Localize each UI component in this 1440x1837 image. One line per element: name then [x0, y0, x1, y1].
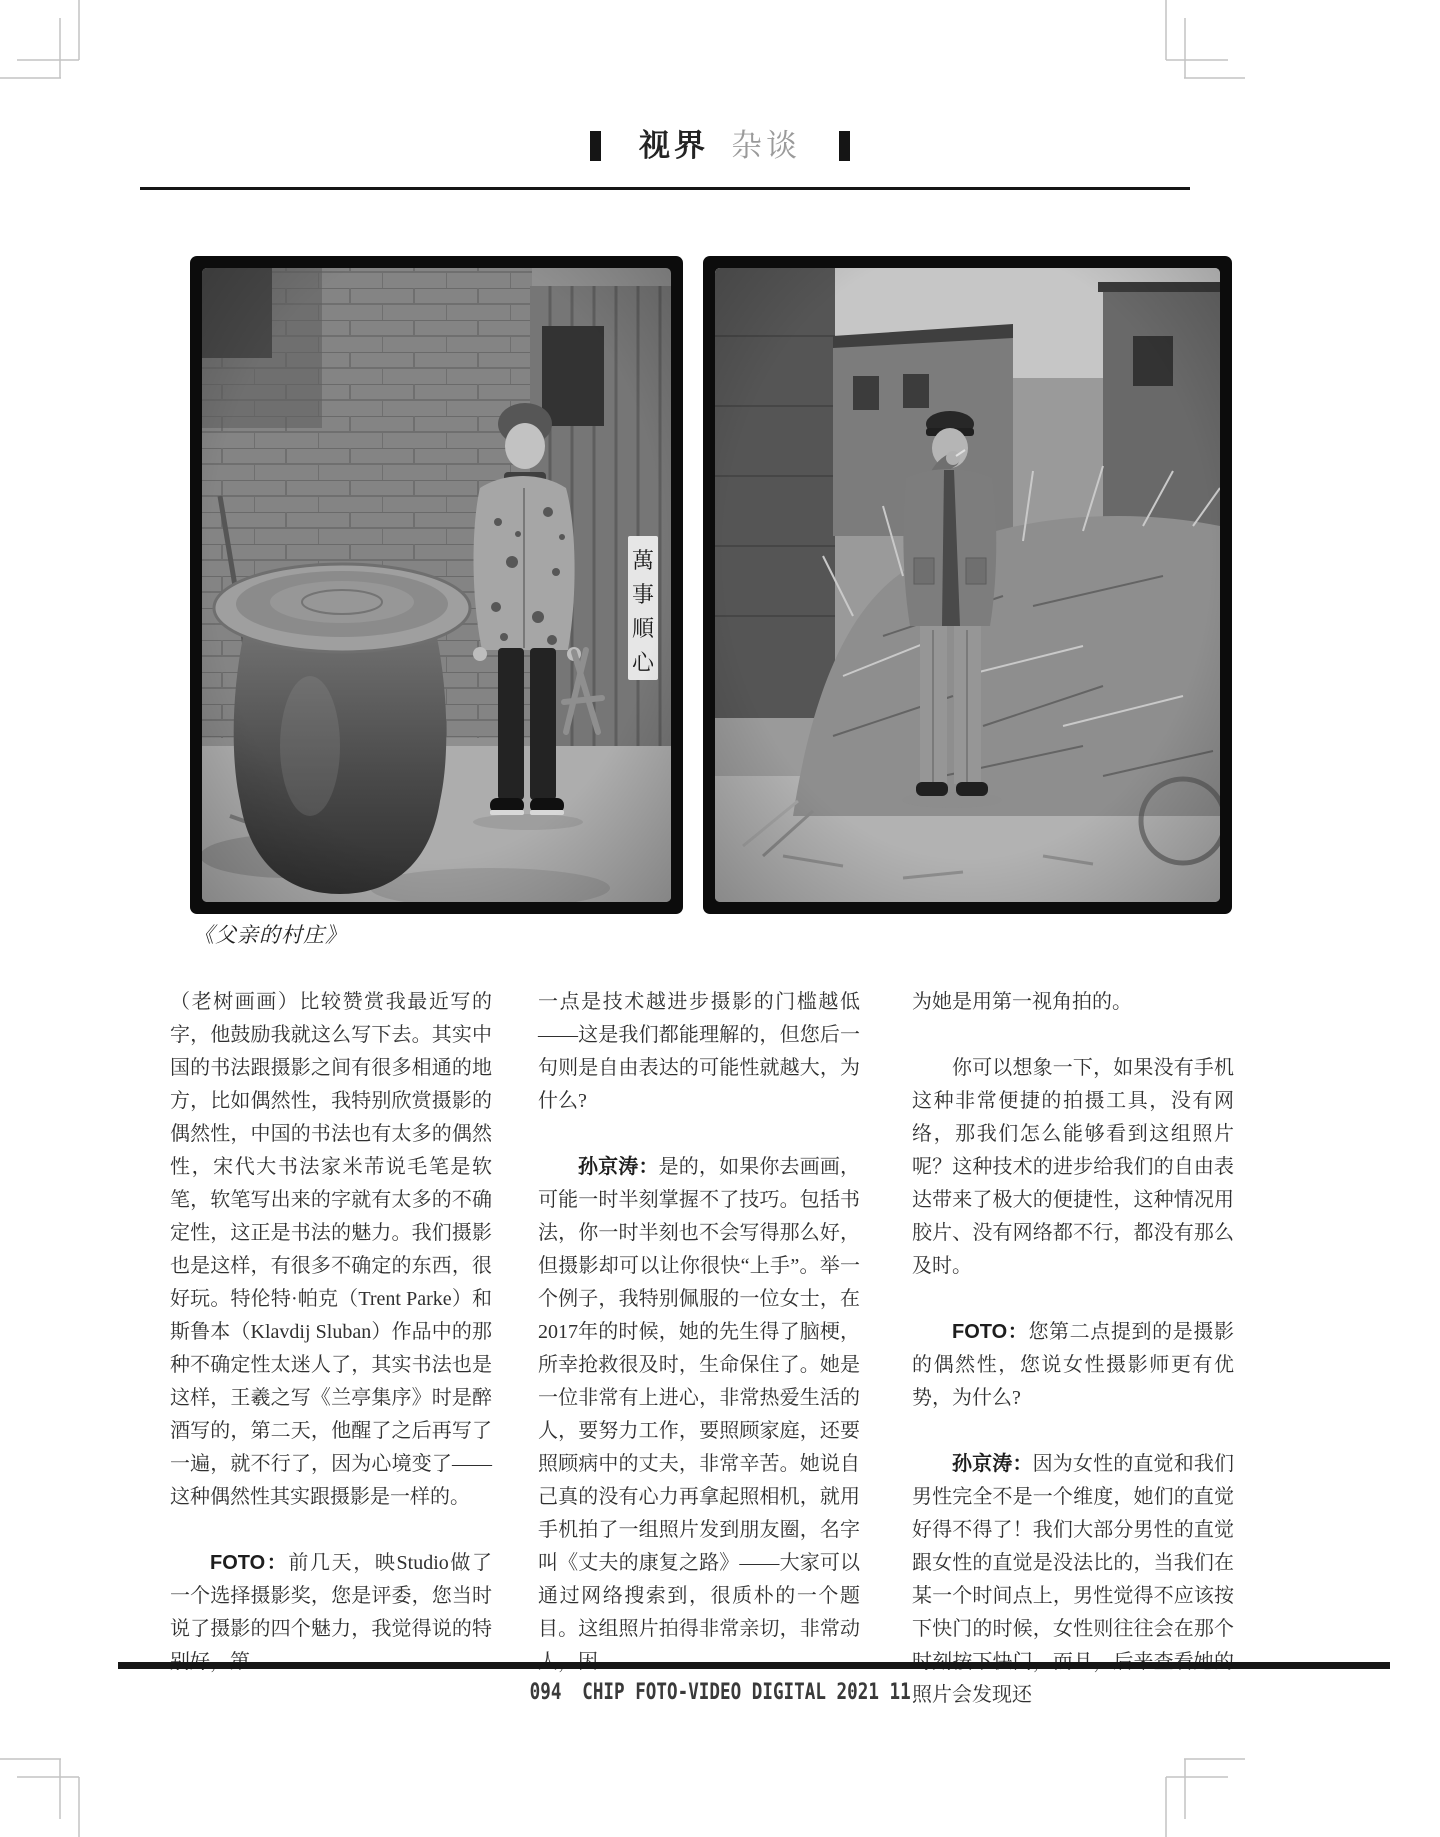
photo-left-elderly-woman — [190, 256, 683, 914]
header-rule — [140, 187, 1190, 190]
paragraph-text: （老树画画）比较赞赏我最近写的字，他鼓励我就这么写下去。其实中国的书法跟摄影之间有很多相通的地方，比如偶然性，我特别欣赏摄影的偶然性，中国的书法也有太多的偶然性，宋代大书法家米芾说毛笔是软笔，软笔写出来的字就有太多的不确定性，这正是书法的魅力。我们摄影也是这样，有很多不确定的东西，很好玩。特伦特·帕克（Trent Parke）和斯鲁本（Klavdij Sluban）作品中的那种不确定性太迷人了，其实书法也是这样，王羲之写《兰亭集序》时是醉酒写的，第二天，他醒了之后再写了一遍，就不行了，因为心境变了——这种偶然性其实跟摄影是一样的。 — [170, 991, 492, 1508]
crop-mark-top-left — [0, 0, 100, 100]
paragraph-text: 您第二点提到的是摄影的偶然性，您说女性摄影师更有优势，为什么? — [912, 1321, 1235, 1409]
speaker-label-foto: FOTO： — [210, 1552, 289, 1574]
article-column-3 — [912, 986, 1235, 1706]
paragraph-text: 为她是用第一视角拍的。 — [912, 991, 1132, 1013]
paragraph — [538, 986, 860, 1118]
magazine-title: CHIP FOTO-VIDEO DIGITAL 2021 11 — [582, 1680, 911, 1705]
article-column-2 — [538, 986, 860, 1648]
speaker-label-sunjingtao: 孙京涛： — [578, 1156, 659, 1178]
speaker-label-sunjingtao: 孙京涛： — [952, 1453, 1033, 1475]
paragraph-text: 是的，如果你去画画，可能一时半刻掌握不了技巧。包括书法，你一时半刻也不会写得那么好，但摄影却可以让你很快“上手”。举一个例子，我特别佩服的一位女士，在2017年的时候，她的先生得了脑梗，所幸抢救很及时，生命保住了。她是一位非常有上进心，非常热爱生活的人，要努力工作，要照顾家庭，还要照顾病中的丈夫，非常辛苦。她说自己真的没有心力再拿起照相机，就用手机拍了一组照片发到朋友圈，名字叫《丈夫的康复之路》——大家可以通过网络搜索到，很质朴的一个题目。这组照片拍得非常亲切，非常动 — [538, 1156, 861, 1640]
section-header — [0, 120, 1440, 165]
paragraph — [912, 986, 1234, 1019]
crop-mark-top-right — [1145, 0, 1245, 100]
header-bar-icon — [839, 131, 850, 161]
header-bar-icon — [590, 131, 601, 161]
paragraph-text: 你可以想象一下，如果没有手机这种非常便捷的拍摄工具，没有网络，那我们怎么能够看到这组照片呢？这种技术的进步给我们的自由表达带来了极大的便捷性，这种情况用胶片、没有网络都不行，都没有那么及时。 — [912, 1057, 1234, 1277]
page-footer — [0, 1680, 1440, 1705]
paragraph-text: 一点是技术越进步摄影的门槛越低——这是我们都能理解的，但您后一句则是自由表达的可能性就越大，为什么? — [538, 991, 860, 1112]
photo-caption: 《父亲的村庄》 — [193, 923, 347, 947]
paragraph-text: 前几天，映Studio做了一个选择摄影奖，您是评委，您当时说了摄影的四个魅力，我觉得说的特 — [170, 1552, 492, 1640]
paragraph — [912, 1448, 1234, 1712]
page-number: 094 — [529, 1680, 562, 1705]
speaker-label-foto: FOTO： — [952, 1321, 1029, 1343]
section-title: 视界 — [639, 128, 709, 163]
paragraph — [170, 1547, 492, 1679]
photo-right-elderly-man — [703, 256, 1232, 914]
photo-right-image — [703, 256, 1232, 914]
crop-mark-bottom-left — [0, 1737, 100, 1837]
section-subtitle: 杂谈 — [731, 128, 801, 163]
article-column-1 — [170, 986, 492, 1648]
footer-rule — [118, 1662, 1390, 1669]
paragraph — [170, 986, 492, 1514]
crop-mark-bottom-right — [1145, 1737, 1245, 1837]
photo-left-image — [190, 256, 683, 914]
paragraph — [538, 1151, 860, 1679]
paragraph-text: 因为女性的直觉和我们男性完全不是一个维度，她们的直觉好得不得了！我们大部分男性的直觉跟女性的直觉是没法比的，当我们在某一个时间点上，男性觉得不应该按下快门的时候，女性则往往会在那个 照片会发现还 — [912, 1453, 1235, 1706]
paragraph — [912, 1316, 1234, 1415]
paragraph — [912, 1052, 1234, 1283]
